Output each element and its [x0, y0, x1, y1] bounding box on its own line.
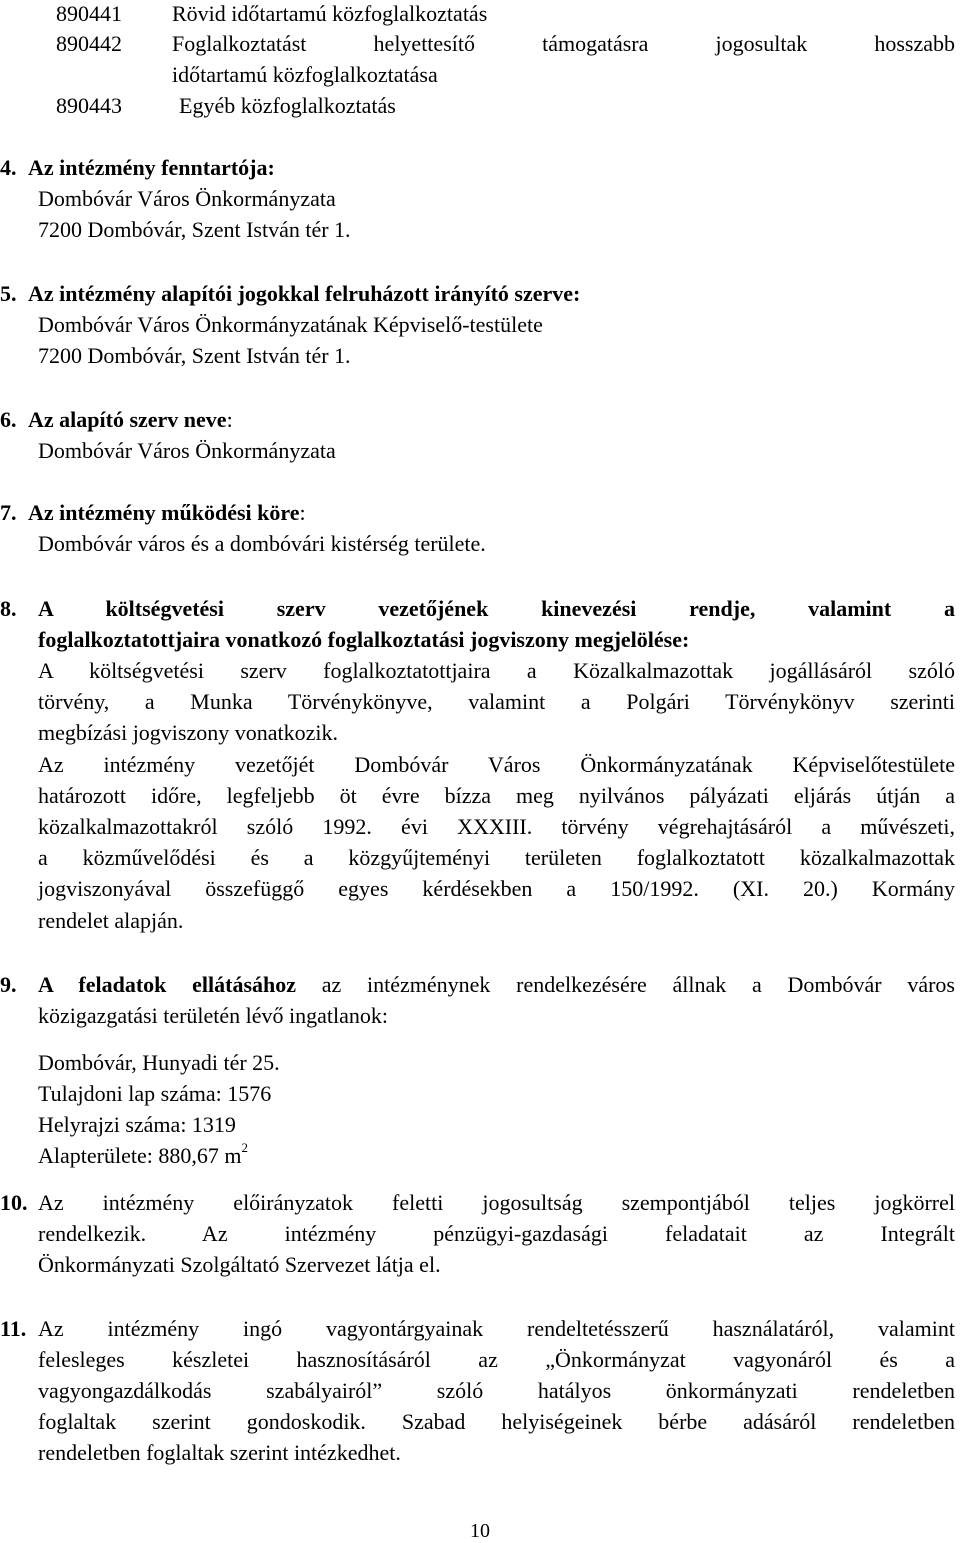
section-8-text-line: törvény, a Munka Törvénykönyve, valamint a Polgári Törvénykönyv szerinti: [38, 689, 955, 714]
section-11-text-line: Az intézmény ingó vagyontárgyainak rendeltetésszerű használatáról, valamint: [38, 1316, 955, 1341]
section-10-text-line: rendelkezik. Az intézmény pénzügyi-gazdasági feladatait az Integrált: [38, 1221, 955, 1246]
section-8-text-line: A költségvetési szerv foglalkoztatottjaira a Közalkalmazottak jogállásáról szóló: [38, 658, 955, 683]
section-title: Az intézmény alapítói jogokkal felruházott irányító szerve:: [28, 281, 581, 306]
section-number: 8.: [0, 596, 17, 621]
activity-description: Rövid időtartamú közfoglalkoztatás: [172, 1, 488, 26]
owner-name: Dombóvár Város Önkormányzata: [38, 186, 336, 211]
section-6-heading: [0, 407, 233, 433]
floor-area-value: Alapterülete: 880,67 m: [38, 1143, 242, 1168]
section-number: 6.: [0, 407, 17, 432]
section-9-line-1: [38, 972, 955, 998]
section-11-text-line: felesleges készletei hasznosításáról az „Önkormányzat vagyonáról és a: [38, 1347, 955, 1372]
activity-description-continued: időtartamú közfoglalkoztatása: [172, 62, 438, 87]
section-10-text-line: Önkormányzati Szolgáltató Szervezet látja el.: [38, 1252, 441, 1277]
section-8-text-line: közalkalmazottakról szóló 1992. évi XXXIII. törvény végrehajtásáról a művészeti,: [38, 814, 955, 839]
activity-code: 890442: [56, 31, 122, 56]
founder-name: Dombóvár Város Önkormányzata: [38, 438, 336, 463]
section-8-text-line: megbízási jogviszony vonatkozik.: [38, 720, 338, 745]
section-number: 11.: [0, 1316, 27, 1341]
section-11-text-line: rendeletben foglaltak szerint intézkedhet.: [38, 1440, 401, 1465]
section-number: 7.: [0, 500, 17, 525]
activity-description: Egyéb közfoglalkoztatás: [179, 93, 396, 118]
section-title: Az intézmény működési köre: [28, 500, 300, 525]
activity-code: 890441: [56, 1, 122, 26]
section-8-text-line: rendelet alapján.: [38, 908, 184, 933]
floor-area-exponent: 2: [241, 1139, 248, 1155]
floor-area: [38, 1139, 248, 1169]
governing-body-address: 7200 Dombóvár, Szent István tér 1.: [38, 343, 351, 368]
operating-area: Dombóvár város és a dombóvári kistérség területe.: [38, 531, 486, 556]
section-8-text-line: a közművelődési és a közgyűjteményi területen foglalkoztatott közalkalmazottak: [38, 845, 955, 870]
section-8-heading-line-2: foglalkoztatottjaira vonatkozó foglalkoztatási jogviszony megjelölése:: [38, 627, 690, 652]
section-8-text-line: határozott időre, legfeljebb öt évre bízza meg nyilvános pályázati eljárás útján a: [38, 783, 955, 808]
section-number: 5.: [0, 281, 17, 306]
activity-code: 890443: [56, 93, 122, 118]
heading-colon: :: [299, 500, 306, 525]
section-9-line-2: közigazgatási területén lévő ingatlanok:: [38, 1003, 389, 1028]
section-number: 9.: [0, 972, 17, 997]
section-number: 4.: [0, 155, 17, 180]
page-number: 10: [470, 1520, 490, 1542]
section-8-text-line: jogviszonyával összefüggő egyes kérdésekben a 150/1992. (XI. 20.) Kormány: [38, 876, 955, 901]
land-registry-sheet: Tulajdoni lap száma: 1576: [38, 1081, 272, 1106]
section-9-text: az intézménynek rendelkezésére állnak a Dombóvár város: [321, 972, 955, 997]
section-11-text-line: vagyongazdálkodás szabályairól” szóló hatályos önkormányzati rendeletben: [38, 1378, 955, 1403]
section-number: 10.: [0, 1190, 28, 1215]
section-title: Az alapító szerv neve: [28, 407, 227, 432]
section-title: Az intézmény fenntartója:: [28, 155, 275, 180]
property-address: Dombóvár, Hunyadi tér 25.: [38, 1050, 280, 1075]
section-9-bold-lead: A feladatok ellátásához: [38, 972, 297, 997]
section-4-heading: [0, 155, 275, 181]
section-7-heading: [0, 500, 306, 526]
section-8-text-line: Az intézmény vezetőjét Dombóvár Város Önkormányzatának Képviselőtestülete: [38, 752, 955, 777]
parcel-number: Helyrajzi száma: 1319: [38, 1112, 236, 1137]
section-5-heading: [0, 281, 580, 307]
section-10-text-line: Az intézmény előirányzatok feletti jogosultság szempontjából teljes jogkörrel: [38, 1190, 955, 1215]
section-8-heading-line-1: A költségvetési szerv vezetőjének kinevezési rendje, valamint a: [38, 596, 955, 621]
heading-colon: :: [226, 407, 233, 432]
governing-body-name: Dombóvár Város Önkormányzatának Képviselő-testülete: [38, 312, 543, 337]
activity-description: Foglalkoztatást helyettesítő támogatásra jogosultak hosszabb: [172, 31, 955, 56]
section-11-text-line: foglaltak szerint gondoskodik. Szabad helyiségeinek bérbe adásáról rendeletben: [38, 1409, 955, 1434]
owner-address: 7200 Dombóvár, Szent István tér 1.: [38, 217, 351, 242]
